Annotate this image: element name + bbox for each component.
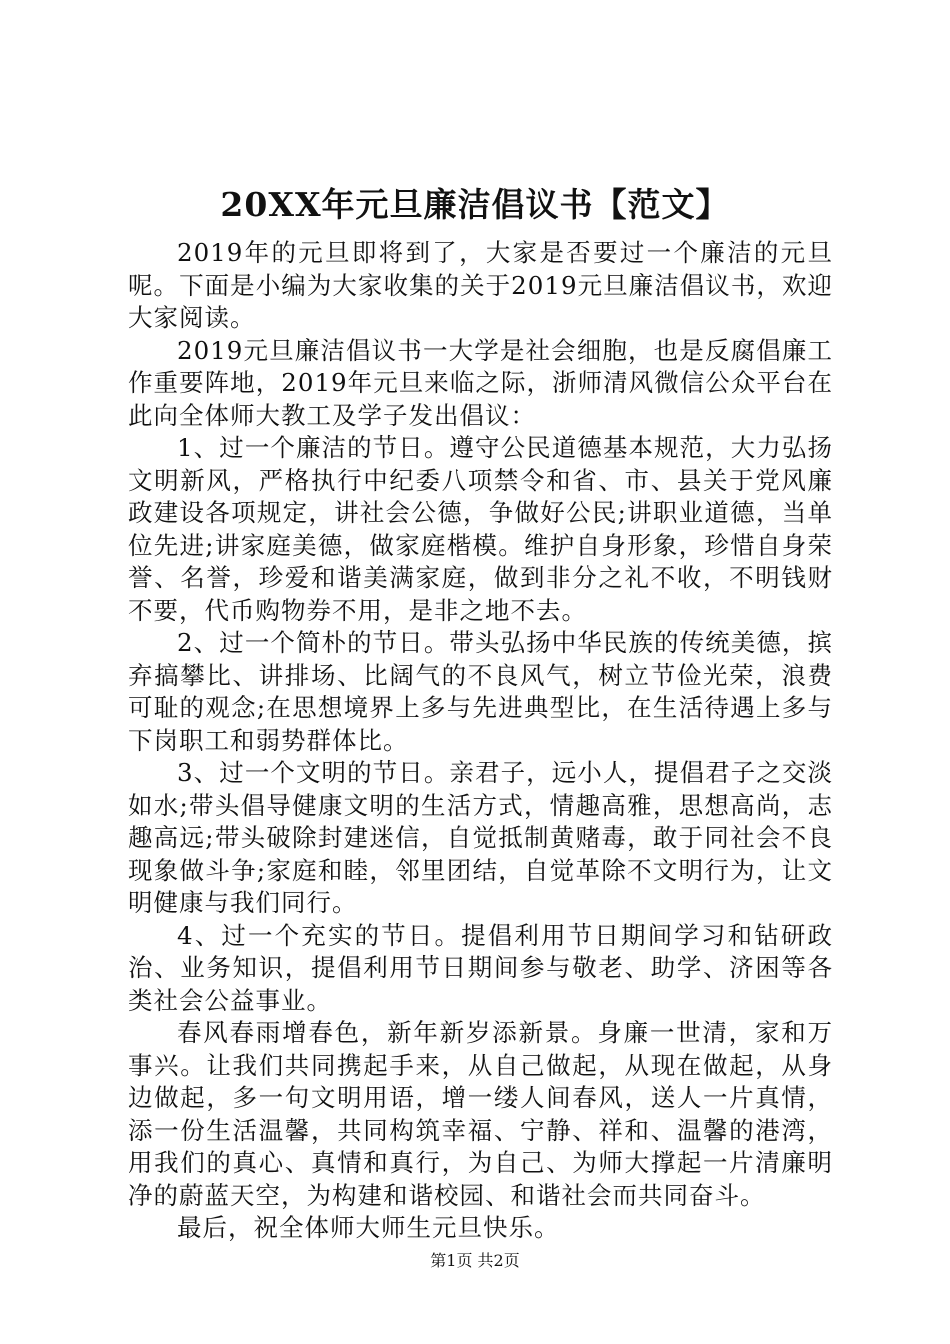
document-title: 20XX年元旦廉洁倡议书【范文】 <box>220 185 730 224</box>
paragraph-item-3: 3、过一个文明的节日。亲君子，远小人，提倡君子之交淡如水;带头倡导健康文明的生活方式，情趣高雅，思想高尚，志趣高远;带头破除封建迷信，自觉抵制黄赌毒，敢于同社会不良现象做斗争;家庭和睦，邻里团结，自觉革除不文明行为，让文明健康与我们同行。 <box>128 758 833 917</box>
paragraph-item-4: 4、过一个充实的节日。提倡利用节日期间学习和钻研政治、业务知识，提倡利用节日期间参与敬老、助学、济困等各类社会公益事业。 <box>128 920 833 1015</box>
paragraph-greeting: 最后，祝全体师大师生元旦快乐。 <box>177 1213 560 1242</box>
page-number: 第1页 共2页 <box>430 1251 520 1270</box>
paragraph-intro: 2019年的元旦即将到了，大家是否要过一个廉洁的元旦呢。下面是小编为大家收集的关于2019元旦廉洁倡议书，欢迎大家阅读。 <box>128 238 833 332</box>
paragraph-closing: 春风春雨增春色，新年新岁添新景。身廉一世清，家和万事兴。让我们共同携起手来，从自己做起，从现在做起，从身边做起，多一句文明用语，增一缕人间春风，送人一片真情，添一份生活温馨，共同构筑幸福、宁静、祥和、温馨的港湾，用我们的真心、真情和真行，为自己、为师大撑起一片清廉明净的蔚蓝天空，为构建和谐校园、和谐社会而共同奋斗。 <box>128 1018 833 1210</box>
paragraph-preface: 2019元旦廉洁倡议书一大学是社会细胞，也是反腐倡廉工作重要阵地，2019年元旦来临之际，浙师清风微信公众平台在此向全体师大教工及学子发出倡议： <box>128 335 833 430</box>
document-body <box>128 237 833 1245</box>
paragraph-item-1: 1、过一个廉洁的节日。遵守公民道德基本规范，大力弘扬文明新风，严格执行中纪委八项禁令和省、市、县关于党风廉政建设各项规定，讲社会公德，争做好公民;讲职业道德，当单位先进;讲家庭美德，做家庭楷模。维护自身形象，珍惜自身荣誉、名誉，珍爱和谐美满家庭，做到非分之礼不收，不明钱财不要，代币购物券不用，是非之地不去。 <box>128 433 833 625</box>
paragraph-item-2: 2、过一个简朴的节日。带头弘扬中华民族的传统美德，摈弃搞攀比、讲排场、比阔气的不良风气，树立节俭光荣，浪费可耻的观念;在思想境界上多与先进典型比，在生活待遇上多与下岗职工和弱势群体比。 <box>128 628 833 755</box>
